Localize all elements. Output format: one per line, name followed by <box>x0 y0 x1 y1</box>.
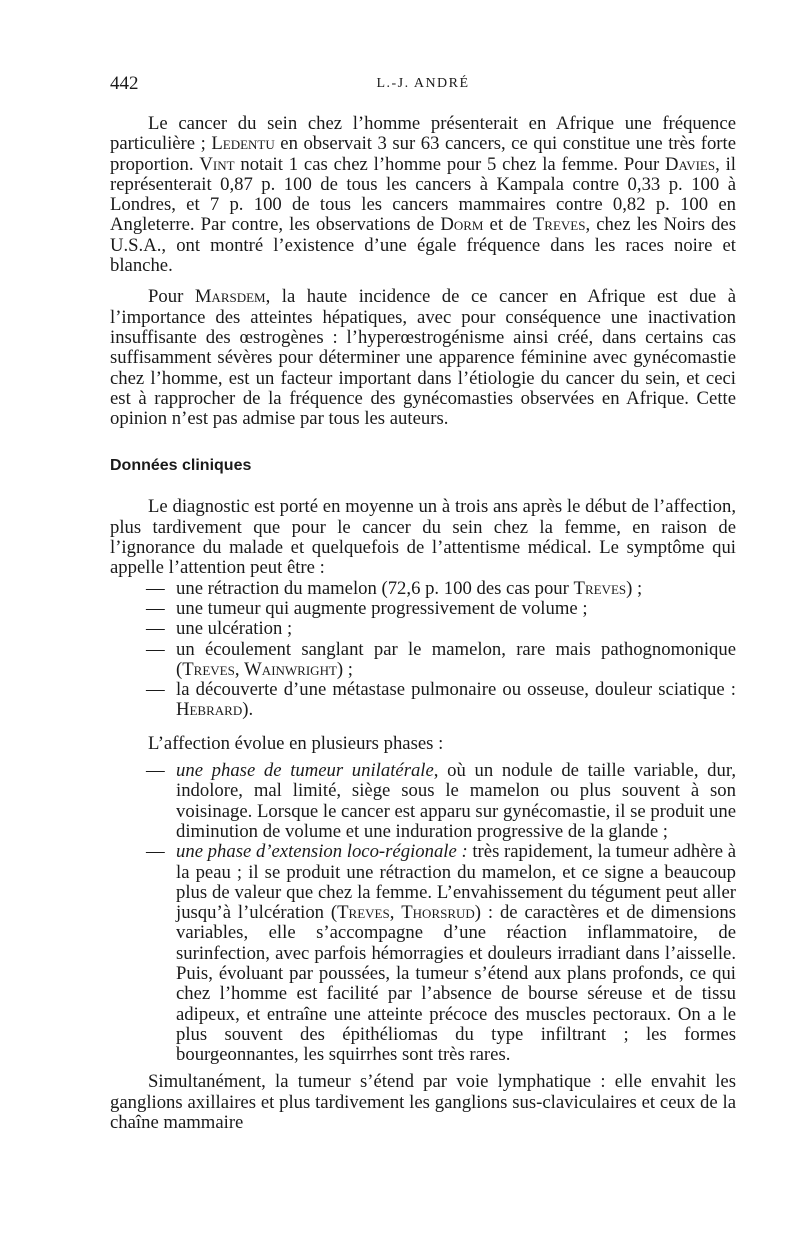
text-run: une tumeur qui augmente progressivement de volume ; <box>176 597 588 619</box>
author-name: Ledentu <box>211 133 275 155</box>
author-name: Marsdem <box>194 286 266 308</box>
text-run: , <box>234 658 245 680</box>
text-run: ) ; <box>336 658 353 680</box>
text-run: Pour <box>148 286 195 308</box>
text-run: très rapidement, la tumeur adhère à la peau ; il se produit une rétraction du mamelon, et ce signe a beaucoup plus de valeur que chez la femme. L’envahissement du tégument peut aller jusqu’à l’ulcération ( <box>176 841 736 924</box>
text-run: , <box>389 902 402 924</box>
author-name: Hebrard <box>176 699 243 721</box>
paragraph <box>110 114 736 276</box>
list-item <box>110 640 736 681</box>
list-item <box>110 680 736 721</box>
page-number: 442 <box>110 73 139 94</box>
italic-term: une phase d’extension loco-régionale : <box>176 841 468 863</box>
text-run: Le cancer du sein chez l’homme présenterait en Afrique une fréquence particulière ; <box>110 113 736 155</box>
text-run: Simultanément, la tumeur s’étend par voie lymphatique : elle envahit les ganglions axillaires et plus tardivement les ganglions sus-claviculaires et ceux de la chaîne mammaire <box>110 1071 736 1134</box>
author-name: Thorsrud <box>401 902 475 924</box>
text-run: , chez les Noirs des U.S.A., ont montré l’existence d’une égale fréquence dans les races noire et blanche. <box>110 214 736 277</box>
author-name: Treves <box>337 902 390 924</box>
text-run: , il représenterait 0,87 p. 100 de tous les cancers à Kampala contre 0,33 p. 100 à Londres, et 7 p. 100 de tous les cancers mammaires contre 0,82 p. 100 en Angleterre. Par contre, les observations de <box>110 153 736 236</box>
page-header <box>110 73 736 97</box>
author-name: Treves <box>573 577 627 599</box>
paragraph <box>110 497 736 578</box>
author-name: Davies <box>665 153 716 175</box>
text-run: une rétraction du mamelon (72,6 p. 100 des cas pour <box>176 577 574 599</box>
author-name: Wainwright <box>244 658 337 680</box>
author-name: Treves <box>532 214 586 236</box>
italic-term: une phase de tumeur unilatérale <box>176 760 434 782</box>
text-run: une ulcération ; <box>176 618 293 640</box>
text-run: notait 1 cas chez l’homme pour 5 chez la femme. Pour <box>234 153 665 175</box>
list-item <box>110 599 736 619</box>
paragraph <box>110 734 736 754</box>
text-run: et de <box>483 214 533 236</box>
author-name: Dorm <box>440 214 484 236</box>
paragraph <box>110 287 736 429</box>
text-run: ). <box>242 699 254 721</box>
text-run: Le diagnostic est porté en moyenne un à trois ans après le début de l’affection, plus tardivement que pour le cancer du sein chez la femme, en raison de l’ignorance du malade et quelquefois de l’attentisme médical. Le symptôme qui appelle l’attention peut être : <box>110 496 736 579</box>
phase-list <box>110 761 736 1065</box>
body-text <box>110 114 736 1133</box>
text-run: , la haute incidence de ce cancer en Afrique est due à l’importance des atteintes hépatiques, avec pour conséquence une inactivation insuffisante des œstrogènes : l’hyperœstrogénisme ainsi créé, dans certains cas suffisamment sévères pour déterminer une apparence féminine avec gynécomastie chez l’homme, est un facteur important dans l’étiologie du cancer du sein, et ceci est à rapprocher de la fréquence des gynécomasties observées en Afrique. Cette opinion n’est pas admise par tous les auteurs. <box>110 286 736 430</box>
text-run: la découverte d’une métastase pulmonaire ou osseuse, douleur sciatique : <box>176 679 736 701</box>
text-run: , où un nodule de taille variable, dur, indolore, mal limité, siège sous le mamelon ou plus souvent à son voisinage. Lorsque le cancer est apparu sur gynécomastie, il se produit une diminution de volume et une induration progressive de la glande ; <box>176 760 736 842</box>
list-item <box>110 842 736 1065</box>
running-head: L.-J. ANDRÉ <box>376 76 470 91</box>
text-run: un écoulement sanglant par le mamelon, rare mais pathognomonique ( <box>176 638 736 680</box>
section-title: Données cliniques <box>110 457 252 475</box>
list-item <box>110 761 736 842</box>
text-run: ) : de caractères et de dimensions variables, elle s’accompagne d’une réaction inflammatoire, de surinfection, avec parfois hémorragies et douleurs irradiant dans l’aisselle. Puis, évoluant par poussées, la tumeur s’étend aux plans profonds, ce qui chez l’homme est facilité par l’absence de bourse séreuse et de tissu adipeux, et entraîne une atteinte précoce des muscles pectoraux. On a le plus souvent des épithéliomas du type infiltrant ; les formes bourgeonnantes, les squirrhes sont très rares. <box>176 902 736 1066</box>
symptom-list <box>110 579 736 721</box>
text-run: en observait 3 sur 63 cancers, ce qui constitue une très forte proportion. <box>110 133 736 175</box>
author-name: Vint <box>199 153 235 175</box>
paragraph <box>110 1072 736 1133</box>
author-name: Treves <box>182 658 235 680</box>
list-item <box>110 619 736 639</box>
text-run: L’affection évolue en plusieurs phases : <box>148 732 444 754</box>
text-run: ) ; <box>626 577 643 599</box>
list-item <box>110 579 736 599</box>
